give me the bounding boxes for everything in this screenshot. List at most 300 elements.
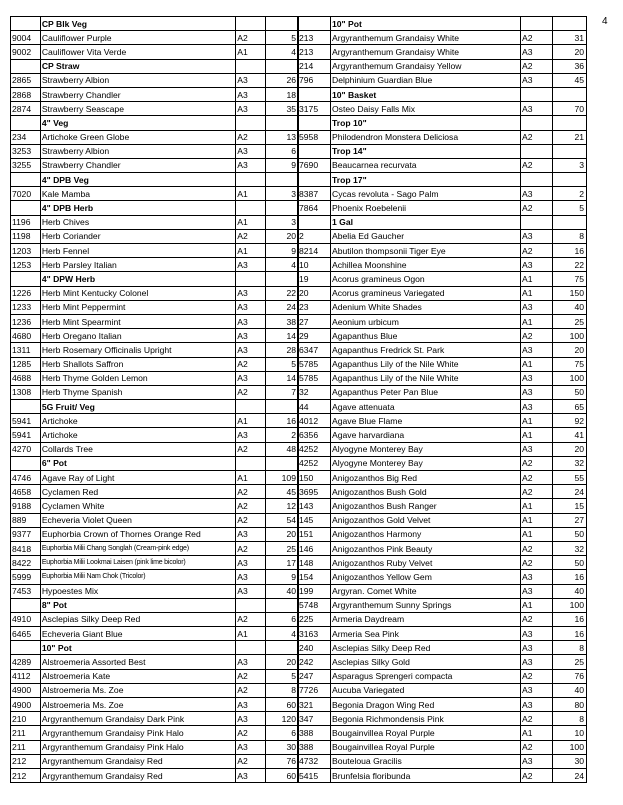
item-code: 4012 (298, 414, 331, 428)
item-code: 211 (11, 740, 41, 754)
table-row (11, 471, 299, 485)
item-name: Herb Oregano Italian (40, 329, 235, 343)
item-qty: 30 (553, 754, 587, 768)
item-code: 8418 (11, 541, 41, 555)
item-size: A3 (236, 556, 266, 570)
table-row (298, 59, 587, 73)
table-row (298, 272, 587, 286)
item-name: Collards Tree (40, 442, 235, 456)
table-row (298, 527, 587, 541)
item-code: 20 (298, 286, 331, 300)
item-code: 4900 (11, 683, 41, 697)
table-row (11, 428, 299, 442)
item-qty: 20 (266, 527, 299, 541)
item-name: Herb Fennel (40, 244, 235, 258)
section-header-row (11, 456, 299, 470)
section-name: CP Straw (40, 59, 235, 73)
item-name: Artichoke Green Globe (40, 130, 235, 144)
item-name: Agapanthus Peter Pan Blue (331, 385, 521, 399)
item-size: A3 (521, 343, 553, 357)
item-code: 23 (298, 300, 331, 314)
empty-cell (266, 400, 299, 414)
item-code: 145 (298, 513, 331, 527)
item-name: Anigozanthos Gold Velvet (331, 513, 521, 527)
item-name: Herb Thyme Spanish (40, 385, 235, 399)
item-size: A2 (236, 683, 266, 697)
section-name: Trop 17" (331, 173, 521, 187)
item-size: A1 (236, 215, 266, 229)
item-qty: 60 (266, 698, 299, 712)
item-qty: 50 (553, 527, 587, 541)
item-size: A2 (521, 740, 553, 754)
item-size: A3 (236, 428, 266, 442)
table-row (11, 300, 299, 314)
item-name: Anigozanthos Bush Ranger (331, 499, 521, 513)
item-code: 7453 (11, 584, 41, 598)
item-name: Agave harvardiana (331, 428, 521, 442)
table-row (298, 541, 587, 555)
item-qty: 40 (266, 584, 299, 598)
item-name: Cyclamen White (40, 499, 235, 513)
item-name: Agave attenuata (331, 400, 521, 414)
item-code: 150 (298, 471, 331, 485)
item-qty: 31 (553, 31, 587, 45)
table-row (11, 726, 299, 740)
item-size: A3 (521, 442, 553, 456)
item-size: A2 (521, 130, 553, 144)
item-size: A3 (236, 584, 266, 598)
item-qty: 12 (266, 499, 299, 513)
item-size: A3 (521, 187, 553, 201)
item-size: A2 (521, 456, 553, 470)
item-qty: 13 (266, 130, 299, 144)
table-row (298, 456, 587, 470)
table-row (298, 187, 587, 201)
item-name: Agapanthus Blue (331, 329, 521, 343)
table-row (298, 357, 587, 371)
item-qty: 8 (553, 229, 587, 243)
item-size: A2 (236, 229, 266, 243)
item-name: Cauliflower Purple (40, 31, 235, 45)
table-row (11, 513, 299, 527)
item-size: A2 (236, 754, 266, 768)
item-qty: 16 (553, 244, 587, 258)
table-row (11, 130, 299, 144)
item-code: 9377 (11, 527, 41, 541)
empty-cell (11, 17, 41, 31)
item-qty: 30 (266, 740, 299, 754)
table-row (11, 258, 299, 272)
item-code: 347 (298, 712, 331, 726)
item-size: A2 (236, 726, 266, 740)
item-name: Argyranthemum Grandaisy White (331, 31, 521, 45)
item-qty: 100 (553, 329, 587, 343)
table-row (11, 655, 299, 669)
item-name: Anigozanthos Ruby Velvet (331, 556, 521, 570)
item-qty: 18 (266, 87, 299, 101)
item-size: A3 (521, 45, 553, 59)
empty-cell (11, 116, 41, 130)
item-name: Alstroemeria Ms. Zoe (40, 683, 235, 697)
item-size: A3 (236, 144, 266, 158)
empty-cell (553, 17, 587, 31)
item-code: 7020 (11, 187, 41, 201)
item-name: Alstroemeria Ms. Zoe (40, 698, 235, 712)
table-row (11, 527, 299, 541)
item-qty: 38 (266, 314, 299, 328)
empty-cell (236, 641, 266, 655)
section-header-row (298, 215, 587, 229)
item-qty: 20 (553, 442, 587, 456)
item-code: 214 (298, 59, 331, 73)
item-qty: 36 (553, 59, 587, 73)
item-size: A3 (236, 158, 266, 172)
item-qty: 35 (266, 102, 299, 116)
table-row (11, 584, 299, 598)
item-qty: 27 (553, 513, 587, 527)
empty-cell (553, 87, 587, 101)
item-size: A2 (521, 669, 553, 683)
section-header-row (11, 173, 299, 187)
table-row (11, 229, 299, 243)
item-name: Agave Blue Flame (331, 414, 521, 428)
table-row (298, 627, 587, 641)
item-code: 1203 (11, 244, 41, 258)
section-name: 4" DPB Veg (40, 173, 235, 187)
item-qty: 5 (266, 357, 299, 371)
item-size: A2 (236, 513, 266, 527)
item-code: 151 (298, 527, 331, 541)
item-code: 1311 (11, 343, 41, 357)
item-name: Alstroemeria Kate (40, 669, 235, 683)
table-row (11, 215, 299, 229)
table-row (298, 31, 587, 45)
table-row (298, 740, 587, 754)
empty-cell (298, 87, 331, 101)
table-row (11, 712, 299, 726)
item-qty: 20 (553, 343, 587, 357)
item-code: 29 (298, 329, 331, 343)
item-code: 19 (298, 272, 331, 286)
item-code: 212 (11, 768, 41, 782)
item-qty: 21 (553, 130, 587, 144)
item-qty: 40 (553, 683, 587, 697)
item-size: A1 (236, 244, 266, 258)
item-size: A2 (521, 712, 553, 726)
item-size: A2 (521, 485, 553, 499)
item-size: A1 (236, 627, 266, 641)
table-row (298, 158, 587, 172)
table-row (298, 300, 587, 314)
item-name: Artichoke (40, 414, 235, 428)
item-qty: 109 (266, 471, 299, 485)
table-row (11, 570, 299, 584)
item-qty: 40 (553, 300, 587, 314)
table-row (11, 499, 299, 513)
table-row (298, 428, 587, 442)
item-code: 240 (298, 641, 331, 655)
item-name: Aucuba Variegated (331, 683, 521, 697)
item-code: 8214 (298, 244, 331, 258)
item-size: A1 (521, 314, 553, 328)
item-code: 4270 (11, 442, 41, 456)
item-code: 242 (298, 655, 331, 669)
item-code: 4746 (11, 471, 41, 485)
item-name: Strawberry Seascape (40, 102, 235, 116)
empty-cell (266, 17, 299, 31)
empty-cell (521, 173, 553, 187)
item-size: A3 (236, 329, 266, 343)
item-code: 4658 (11, 485, 41, 499)
item-code: 44 (298, 400, 331, 414)
item-name: Euphorbia Milii Lookmai Laisen (pink lime bicolor) (40, 556, 235, 570)
table-row (298, 286, 587, 300)
item-qty: 76 (266, 754, 299, 768)
item-size: A3 (236, 698, 266, 712)
table-row (11, 31, 299, 45)
item-name: Anigozanthos Pink Beauty (331, 541, 521, 555)
item-qty: 14 (266, 329, 299, 343)
item-qty: 45 (266, 485, 299, 499)
section-name: 10" Basket (331, 87, 521, 101)
item-code: 1285 (11, 357, 41, 371)
item-qty: 5 (553, 201, 587, 215)
table-row (298, 485, 587, 499)
item-size: A3 (521, 371, 553, 385)
item-size: A1 (236, 45, 266, 59)
table-row (11, 244, 299, 258)
empty-cell (236, 173, 266, 187)
item-qty: 120 (266, 712, 299, 726)
empty-cell (236, 116, 266, 130)
item-size: A3 (236, 570, 266, 584)
item-name: Echeveria Giant Blue (40, 627, 235, 641)
page-number: 4 (602, 16, 608, 27)
empty-cell (298, 144, 331, 158)
item-code: 5785 (298, 371, 331, 385)
item-code: 2865 (11, 73, 41, 87)
section-name: 10" Pot (331, 17, 521, 31)
item-size: A1 (521, 726, 553, 740)
item-qty: 8 (266, 683, 299, 697)
section-header-row (11, 400, 299, 414)
item-size: A3 (236, 87, 266, 101)
item-size: A3 (236, 527, 266, 541)
table-row (298, 343, 587, 357)
item-size: A3 (236, 712, 266, 726)
item-name: Alyogyne Monterey Bay (331, 442, 521, 456)
item-size: A3 (236, 740, 266, 754)
item-name: Herb Chives (40, 215, 235, 229)
item-size: A1 (521, 272, 553, 286)
table-row (298, 655, 587, 669)
item-qty: 24 (553, 768, 587, 782)
item-size: A3 (236, 258, 266, 272)
table-row (298, 258, 587, 272)
item-qty: 16 (553, 612, 587, 626)
item-code: 4688 (11, 371, 41, 385)
item-code: 2 (298, 229, 331, 243)
item-qty: 26 (266, 73, 299, 87)
empty-cell (266, 116, 299, 130)
item-qty: 40 (553, 584, 587, 598)
item-code: 5748 (298, 598, 331, 612)
empty-cell (236, 201, 266, 215)
item-code: 4900 (11, 698, 41, 712)
item-code: 5941 (11, 414, 41, 428)
item-name: Cauliflower Vita Verde (40, 45, 235, 59)
item-size: A3 (521, 102, 553, 116)
item-name: Agapanthus Fredrick St. Park (331, 343, 521, 357)
item-name: Argyranthemum Grandaisy Dark Pink (40, 712, 235, 726)
table-row (298, 201, 587, 215)
item-code: 8387 (298, 187, 331, 201)
item-code: 213 (298, 31, 331, 45)
empty-cell (11, 59, 41, 73)
item-code: 889 (11, 513, 41, 527)
table-row (11, 329, 299, 343)
left-inventory-table (10, 16, 299, 783)
empty-cell (236, 400, 266, 414)
table-row (11, 414, 299, 428)
section-header-row (11, 641, 299, 655)
table-row (298, 130, 587, 144)
table-row (298, 73, 587, 87)
item-size: A3 (236, 343, 266, 357)
item-code: 5941 (11, 428, 41, 442)
table-row (11, 45, 299, 59)
empty-cell (521, 215, 553, 229)
item-size: A3 (236, 286, 266, 300)
item-size: A3 (521, 73, 553, 87)
table-row (11, 669, 299, 683)
item-code: 4252 (298, 456, 331, 470)
table-row (298, 570, 587, 584)
empty-cell (298, 215, 331, 229)
section-header-row (11, 17, 299, 31)
item-name: Herb Shallots Saffron (40, 357, 235, 371)
item-qty: 50 (553, 556, 587, 570)
item-name: Abelia Ed Gaucher (331, 229, 521, 243)
item-code: 210 (11, 712, 41, 726)
item-qty: 10 (553, 726, 587, 740)
item-size: A3 (521, 300, 553, 314)
item-code: 1308 (11, 385, 41, 399)
empty-cell (553, 173, 587, 187)
empty-cell (298, 17, 331, 31)
item-size: A3 (521, 641, 553, 655)
item-name: Aeonium urbicum (331, 314, 521, 328)
table-row (11, 343, 299, 357)
item-name: Anigozanthos Harmony (331, 527, 521, 541)
item-name: Bouteloua Gracilis (331, 754, 521, 768)
table-row (298, 385, 587, 399)
item-name: Strawberry Albion (40, 73, 235, 87)
section-header-row (11, 272, 299, 286)
item-size: A2 (236, 485, 266, 499)
empty-cell (11, 456, 41, 470)
empty-cell (11, 173, 41, 187)
item-size: A1 (521, 598, 553, 612)
table-row (298, 314, 587, 328)
item-qty: 16 (553, 570, 587, 584)
item-name: Argyran. Comet White (331, 584, 521, 598)
section-header-row (298, 173, 587, 187)
table-row (298, 471, 587, 485)
table-row (11, 371, 299, 385)
item-code: 388 (298, 726, 331, 740)
table-row (11, 442, 299, 456)
item-qty: 60 (266, 768, 299, 782)
item-qty: 4 (266, 627, 299, 641)
table-row (11, 87, 299, 101)
item-name: Bougainvillea Royal Purple (331, 740, 521, 754)
table-row (298, 669, 587, 683)
empty-cell (298, 116, 331, 130)
item-size: A1 (521, 527, 553, 541)
table-row (298, 442, 587, 456)
item-name: Euphorbia Milii Nam Chok (Tricolor) (40, 570, 235, 584)
item-qty: 45 (553, 73, 587, 87)
item-code: 4910 (11, 612, 41, 626)
item-name: Armeria Sea Pink (331, 627, 521, 641)
item-qty: 55 (553, 471, 587, 485)
item-name: Herb Parsley Italian (40, 258, 235, 272)
item-code: 234 (11, 130, 41, 144)
empty-cell (266, 173, 299, 187)
section-name: 5G Fruit/ Veg (40, 400, 235, 414)
item-size: A3 (521, 584, 553, 598)
item-name: Argyranthemum Grandaisy Red (40, 768, 235, 782)
table-row (11, 102, 299, 116)
table-row (298, 229, 587, 243)
item-name: Euphorbia Crown of Thornes Orange Red (40, 527, 235, 541)
empty-cell (266, 456, 299, 470)
item-qty: 5 (266, 31, 299, 45)
item-size: A3 (236, 300, 266, 314)
item-name: Brunfelsia floribunda (331, 768, 521, 782)
item-size: A1 (521, 499, 553, 513)
item-code: 10 (298, 258, 331, 272)
section-name: 4" Veg (40, 116, 235, 130)
section-name: Trop 10" (331, 116, 521, 130)
table-row (11, 357, 299, 371)
table-row (11, 187, 299, 201)
item-name: Agapanthus Lily of the Nile White (331, 371, 521, 385)
item-name: Agave Ray of Light (40, 471, 235, 485)
item-size: A2 (521, 329, 553, 343)
item-code: 7690 (298, 158, 331, 172)
item-qty: 8 (553, 712, 587, 726)
item-code: 388 (298, 740, 331, 754)
item-code: 4252 (298, 442, 331, 456)
item-code: 3695 (298, 485, 331, 499)
item-qty: 32 (553, 541, 587, 555)
item-name: Echeveria Violet Queen (40, 513, 235, 527)
item-code: 9004 (11, 31, 41, 45)
table-row (298, 641, 587, 655)
item-qty: 25 (553, 314, 587, 328)
item-name: Cyclamen Red (40, 485, 235, 499)
empty-cell (521, 17, 553, 31)
item-code: 4289 (11, 655, 41, 669)
table-row (298, 102, 587, 116)
table-row (298, 698, 587, 712)
empty-cell (521, 144, 553, 158)
item-name: Philodendron Monstera Deliciosa (331, 130, 521, 144)
empty-cell (236, 598, 266, 612)
item-size: A3 (521, 570, 553, 584)
